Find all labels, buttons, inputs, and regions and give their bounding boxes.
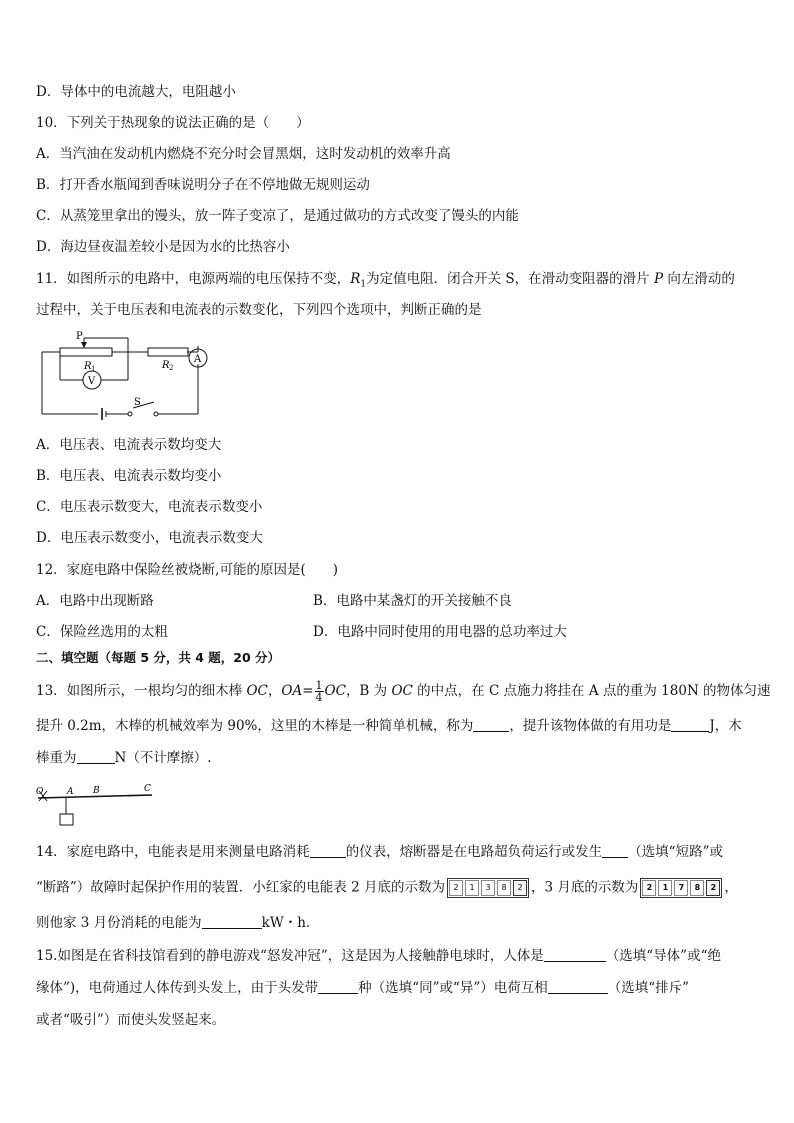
q12-option-d: D．电路中同时使用的用电器的总功率过大 (313, 624, 567, 640)
fig-label-a: A (194, 354, 202, 365)
q15-stem-line2: 缘体”)，电荷通过人体传到头发上，由于头发带 种（选填“同”或“异”）电荷互相 （选填“排斥” (36, 980, 690, 996)
q9-option-d: D．导体中的电流越大，电阻越小 (36, 84, 236, 100)
meter-reading-february: 2 1 3 8 2 (447, 878, 529, 898)
q13-stem-line3: 棒重为 N（不计摩擦）. (36, 750, 212, 766)
q15-stem-line1: 15.如图是在省科技馆看到的静电游戏“怒发冲冠”，这是因为人接触静电球时，人体是 （选填“导体”或“绝 (36, 948, 721, 964)
fig-label-o: O (36, 787, 44, 797)
q15-stem-line3: 或者“吸引”）而使头发竖起来。 (36, 1012, 226, 1028)
fig-label-r1-sub: 1 (91, 365, 96, 373)
fraction: $\frac{1}{4}$ (315, 679, 323, 704)
q12-option-b: B．电路中某盏灯的开关接触不良 (313, 593, 512, 609)
q11-option-b: B．电压表、电流表示数均变小 (36, 468, 222, 484)
answer-blank[interactable] (202, 914, 262, 929)
meter-reading-march: 2 1 7 8 2 (640, 878, 722, 898)
q11-stem-line1: 11．如图所示的电路中，电源两端的电压保持不变，$R_1$为定值电阻．闭合开关 S，在滑动变阻器的滑片 P 向左滑动的 (36, 271, 735, 290)
fig-label-v: V (88, 376, 96, 387)
fig-label-r2: R (162, 360, 170, 371)
q10-option-a: A．当汽油在发动机内燃烧不充分时会冒黑烟，这时发动机的效率升高 (36, 146, 451, 162)
answer-blank[interactable] (602, 843, 628, 858)
q11-option-a: A．电压表、电流表示数均变大 (36, 437, 222, 453)
answer-blank[interactable] (310, 843, 346, 858)
fig-label-r2-sub: 2 (169, 364, 174, 372)
q12-option-c: C．保险丝选用的太粗 (36, 624, 168, 640)
fig-label-c: C (144, 784, 151, 794)
q14-stem-line1: 14．家庭电路中，电能表是用来测量电路消耗 的仪表，熔断器是在电路超负荷运行或发生 （选填“短路”或 (36, 844, 723, 860)
q11-stem-line2: 过程中，关于电压表和电流表的示数变化，下列四个选项中，判断正确的是 (36, 302, 482, 318)
answer-blank[interactable] (318, 979, 358, 994)
q13-lever-diagram (36, 782, 156, 826)
answer-blank[interactable] (548, 979, 608, 994)
section-heading: 二、填空题（每题 5 分，共 4 题，20 分） (36, 650, 281, 665)
fig-label-a: A (67, 787, 74, 797)
q10-option-d: D．海边昼夜温差较小是因为水的比热容小 (36, 239, 290, 255)
answer-blank[interactable] (544, 947, 606, 962)
q13-stem-line2: 提升 0.2m，木棒的机械效率为 90%，这里的木棒是一种简单机械，称为 ，提升该物体做的有用功是 J，木 (36, 718, 742, 734)
q14-stem-line2: “断路”）故障时起保护作用的装置．小红家的电能表 2 月底的示数为 2 1 3 8 2 ，3 月底的示数为 2 1 7 8 2 ， (36, 878, 738, 898)
q10-option-c: C．从蒸笼里拿出的馒头，放一阵子变凉了，是通过做功的方式改变了馒头的内能 (36, 208, 519, 224)
fig-label-r1: R (84, 361, 92, 372)
fig-label-p: P (76, 331, 83, 342)
q14-stem-line3: 则他家 3 月份消耗的电能为 kW・h. (36, 915, 311, 931)
q13-stem-line1: 13．如图所示，一根均匀的细木棒 OC，OA= $\frac{1}{4}$ OC，B 为 OC 的中点，在 C 点施力将挂在 A 点的重为 180N 的物体匀速 (36, 679, 771, 704)
fig-label-b: B (93, 786, 100, 796)
q11-option-c: C．电压表示数变大，电流表示数变小 (36, 499, 263, 515)
q12-option-a: A．电路中出现断路 (36, 593, 154, 609)
q12-stem: 12．家庭电路中保险丝被烧断,可能的原因是( ) (36, 562, 339, 578)
q11-circuit-diagram (36, 328, 216, 420)
answer-blank[interactable] (77, 749, 115, 764)
q10-stem: 10．下列关于热现象的说法正确的是（ ） (36, 115, 310, 131)
answer-blank[interactable] (671, 717, 709, 732)
fig-label-s: S (134, 397, 141, 408)
q11-option-d: D．电压表示数变小，电流表示数变大 (36, 530, 263, 546)
answer-blank[interactable] (473, 717, 509, 732)
q10-option-b: B．打开香水瓶闻到香味说明分子在不停地做无规则运动 (36, 177, 370, 193)
